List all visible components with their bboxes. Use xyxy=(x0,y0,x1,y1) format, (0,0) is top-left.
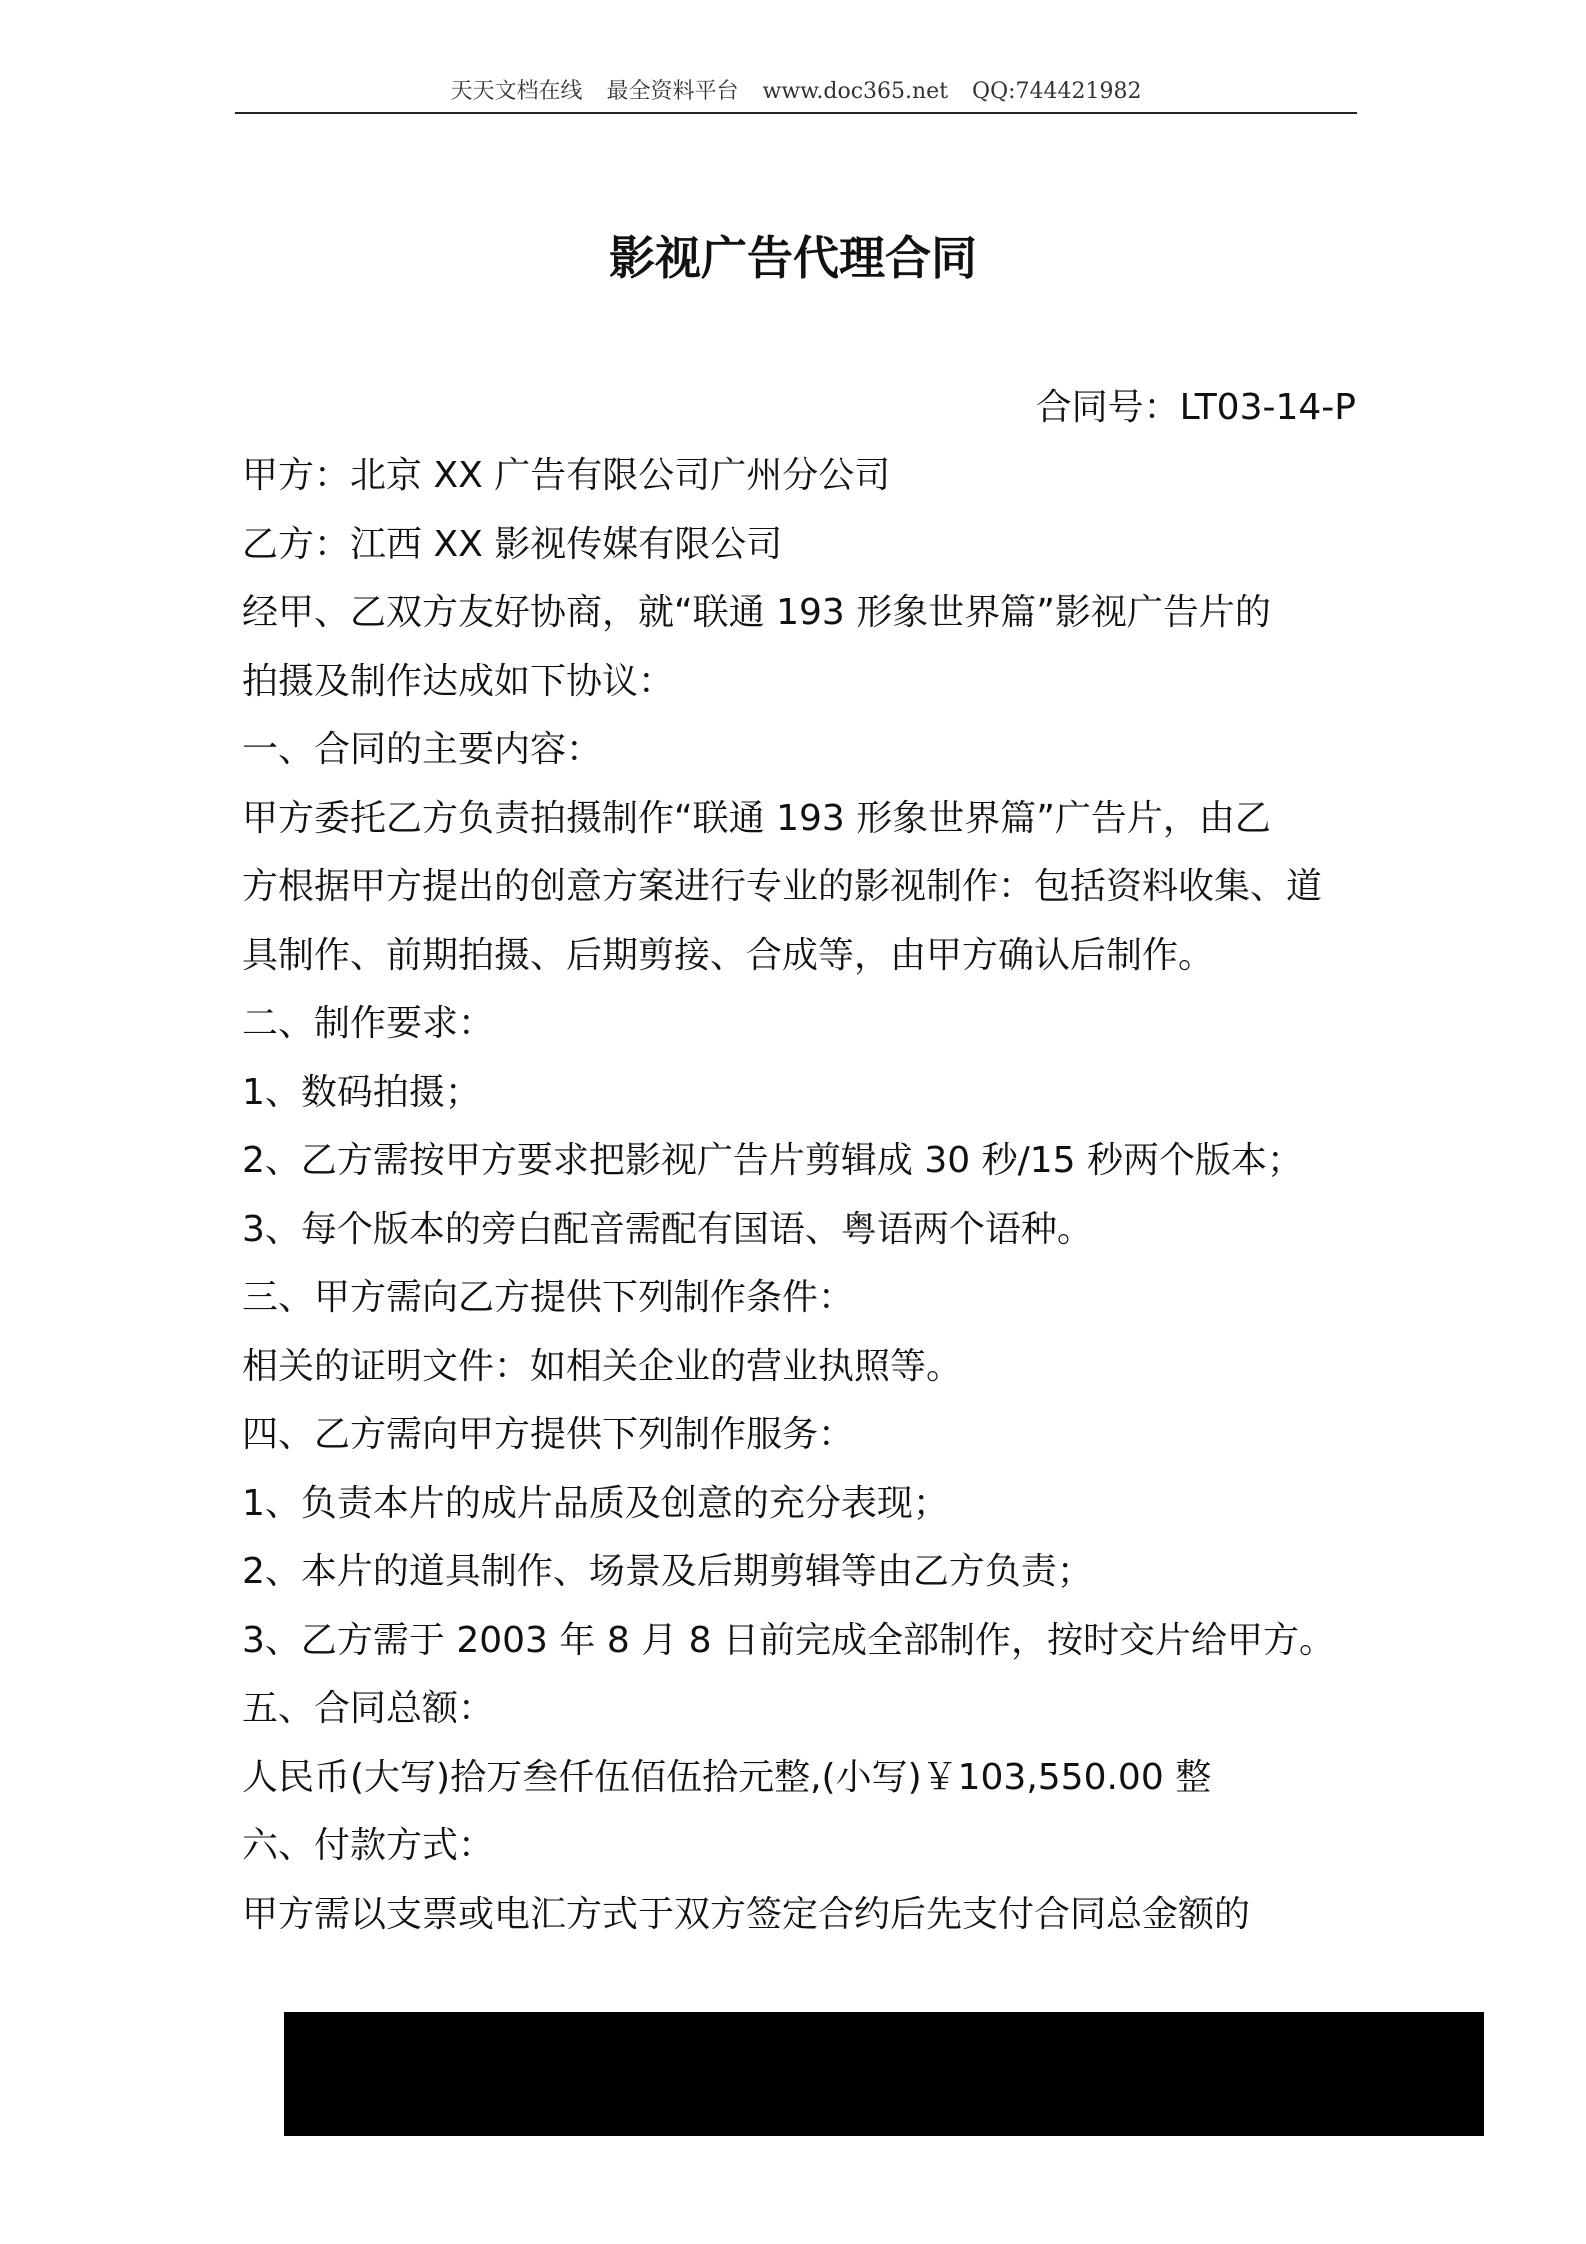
header-qq: QQ:744421982 xyxy=(972,79,1142,104)
section-heading: 四、乙方需向甲方提供下列制作服务： xyxy=(242,1414,855,1455)
redaction-bar xyxy=(284,2012,1484,2136)
section-heading: 二、制作要求： xyxy=(242,1003,495,1044)
section-heading: 一、合同的主要内容： xyxy=(242,729,603,770)
body-line: 相关的证明文件：如相关企业的营业执照等。 xyxy=(242,1345,963,1387)
list-item: 1、负责本片的成片品质及创意的充分表现； xyxy=(242,1482,949,1524)
body-line: 方根据甲方提出的创意方案进行专业的影视制作：包括资料收集、道 xyxy=(242,866,1323,907)
section-heading: 五、合同总额： xyxy=(242,1688,495,1729)
preamble-line: 经甲、乙双方友好协商，就“联通 193 形象世界篇”影视广告片的 xyxy=(242,592,1271,633)
header-url: www.doc365.net xyxy=(762,79,949,104)
party-a: 甲方：北京 XX 广告有限公司广州分公司 xyxy=(242,455,891,496)
body-line: 人民币(大写)拾万叁仟伍佰伍拾元整,(小写)￥103,550.00 整 xyxy=(242,1756,1212,1798)
preamble-line: 拍摄及制作达成如下协议： xyxy=(242,660,675,702)
header-site-name: 天天文档在线 xyxy=(450,79,583,104)
list-item: 2、本片的道具制作、场景及后期剪辑等由乙方负责； xyxy=(242,1551,1093,1592)
page-header xyxy=(235,72,1357,114)
header-slogan: 最全资料平台 xyxy=(606,79,739,104)
list-item: 3、乙方需于 2003 年 8 月 8 日前完成全部制作，按时交片给甲方。 xyxy=(242,1619,1335,1661)
body-line: 甲方需以支票或电汇方式于双方签定合约后先支付合同总金额的 xyxy=(242,1893,1251,1935)
section-heading: 三、甲方需向乙方提供下列制作条件： xyxy=(242,1277,855,1318)
list-item: 3、每个版本的旁白配音需配有国语、粤语两个语种。 xyxy=(242,1208,1093,1250)
list-item: 2、乙方需按甲方要求把影视广告片剪辑成 30 秒/15 秒两个版本； xyxy=(242,1140,1303,1181)
document-body xyxy=(242,442,1352,1949)
contract-number: 合同号：LT03-14-P xyxy=(1035,387,1356,428)
list-item: 1、数码拍摄； xyxy=(242,1071,481,1113)
document-title: 影视广告代理合同 xyxy=(609,231,977,285)
section-heading: 六、付款方式： xyxy=(242,1825,495,1866)
body-line: 具制作、前期拍摄、后期剪接、合成等，由甲方确认后制作。 xyxy=(242,934,1215,976)
party-b: 乙方：江西 XX 影视传媒有限公司 xyxy=(242,523,783,565)
body-line: 甲方委托乙方负责拍摄制作“联通 193 形象世界篇”广告片，由乙 xyxy=(242,797,1271,839)
